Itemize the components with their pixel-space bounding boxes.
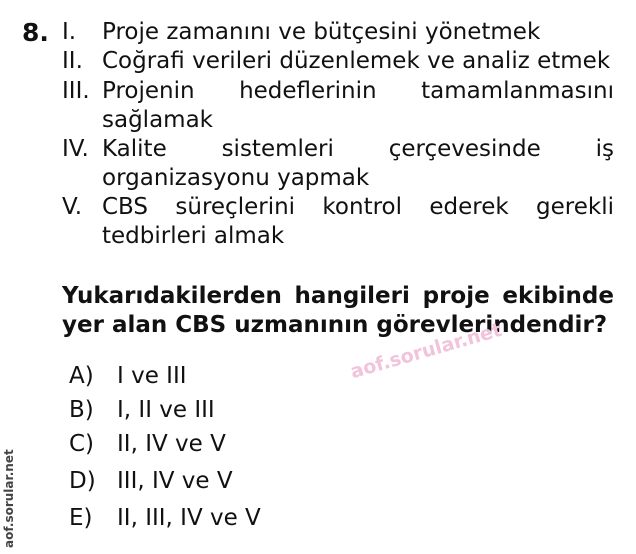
option-letter: E)	[69, 505, 93, 531]
option-letter: C)	[69, 431, 95, 457]
statement-numeral: III.	[62, 78, 90, 104]
option-a[interactable]	[69, 362, 187, 391]
option-letter: D)	[69, 468, 96, 494]
statement-text: CBS süreçlerini kontrol ederek gerekli tedbirleri almak	[102, 194, 614, 249]
option-letter: B)	[69, 397, 94, 423]
statement-item-4	[62, 135, 614, 193]
statement-numeral: IV.	[62, 136, 89, 162]
statement-text: Kalite sistemleri çerçevesinde iş organizasyonu yapmak	[102, 136, 614, 191]
statement-numeral: V.	[62, 194, 83, 220]
statement-numeral: II.	[62, 48, 83, 74]
statement-item-1	[62, 18, 614, 47]
statement-text: Coğrafi verileri düzenlemek ve analiz etmek	[102, 48, 611, 74]
question-number: 8.	[22, 18, 49, 47]
option-c[interactable]	[69, 430, 226, 459]
option-text: II, IV ve V	[117, 431, 226, 457]
statement-item-2	[62, 47, 614, 76]
statement-text: Projenin hedeflerinin tamamlanmasını sağlamak	[102, 78, 614, 133]
statement-item-3	[62, 77, 614, 135]
watermark-side: aof.sorular.net	[2, 449, 16, 548]
option-text: I, II ve III	[117, 397, 215, 423]
statement-text: Proje zamanını ve bütçesini yönetmek	[102, 19, 541, 45]
option-e[interactable]	[69, 504, 261, 533]
option-letter: A)	[69, 363, 94, 389]
watermark-center: aof.sorular.net	[348, 318, 505, 384]
option-text: I ve III	[117, 363, 187, 389]
option-text: II, III, IV ve V	[117, 505, 261, 531]
statement-numeral: I.	[62, 19, 77, 45]
question-prompt: Yukarıdakilerden hangileri proje ekibinde yer alan CBS uzmanının görevlerindendir?	[62, 283, 614, 338]
option-text: III, IV ve V	[117, 468, 233, 494]
option-b[interactable]	[69, 396, 215, 425]
statement-item-5	[62, 193, 614, 251]
option-d[interactable]	[69, 467, 233, 496]
